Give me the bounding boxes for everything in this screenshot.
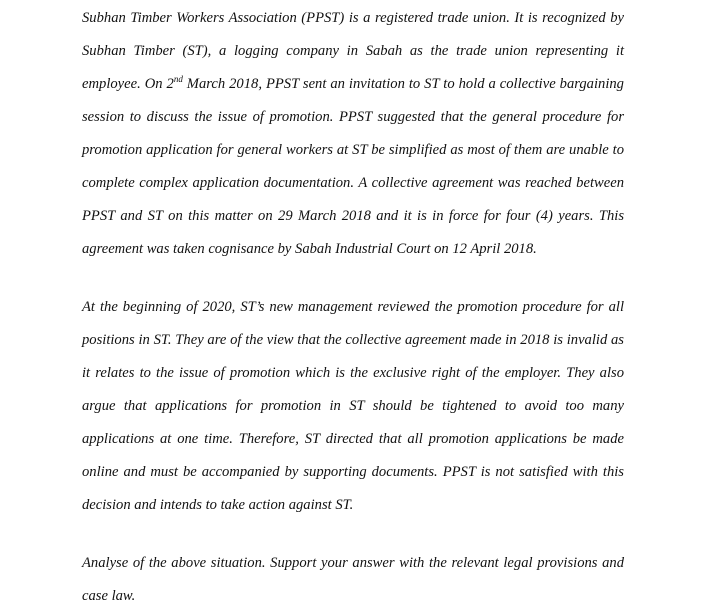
text-line: online and must be accompanied by supporting documents. PPST is not satisfied with this	[82, 464, 624, 480]
text-segment: employee. On 2	[82, 76, 174, 92]
text-line: Subhan Timber Workers Association (PPST) is a registered trade union. It is recognized by	[82, 10, 624, 26]
document-page	[82, 0, 624, 613]
paragraph-gap	[82, 266, 624, 291]
text-line: agreement was taken cognisance by Sabah Industrial Court on 12 April 2018.	[82, 241, 537, 257]
text-line: session to discuss the issue of promotion. PPST suggested that the general procedure for	[82, 109, 624, 125]
text-segment: March 2018, PPST sent an invitation to ST to hold a collective bargaining	[182, 76, 624, 92]
text-line: case law.	[82, 588, 136, 604]
text-line: PPST and ST on this matter on 29 March 2018 and it is in force for four (4) years. This	[82, 208, 624, 224]
text-line: Subhan Timber (ST), a logging company in Sabah as the trade union representing it	[82, 43, 624, 59]
text-line: applications at one time. Therefore, ST directed that all promotion applications be made	[82, 431, 624, 447]
text-line: Analyse of the above situation. Support your answer with the relevant legal provisions and	[82, 555, 624, 571]
text-line: promotion application for general workers at ST be simplified as most of them are unable to	[82, 142, 624, 158]
text-line: decision and intends to take action against ST.	[82, 497, 354, 513]
ordinal-suffix: nd	[173, 74, 183, 85]
text-line: At the beginning of 2020, ST’s new management reviewed the promotion procedure for all	[82, 299, 624, 315]
text-line	[82, 68, 624, 101]
text-line: complete complex application documentation. A collective agreement was reached between	[82, 175, 624, 191]
paragraph-3-question	[82, 547, 624, 613]
text-line: argue that applications for promotion in ST should be tightened to avoid too many	[82, 398, 624, 414]
text-line: it relates to the issue of promotion which is the exclusive right of the employer. They also	[82, 365, 624, 381]
paragraph-1	[82, 2, 624, 266]
text-line: positions in ST. They are of the view that the collective agreement made in 2018 is invalid as	[82, 332, 624, 348]
paragraph-2	[82, 291, 624, 522]
paragraph-gap	[82, 522, 624, 547]
